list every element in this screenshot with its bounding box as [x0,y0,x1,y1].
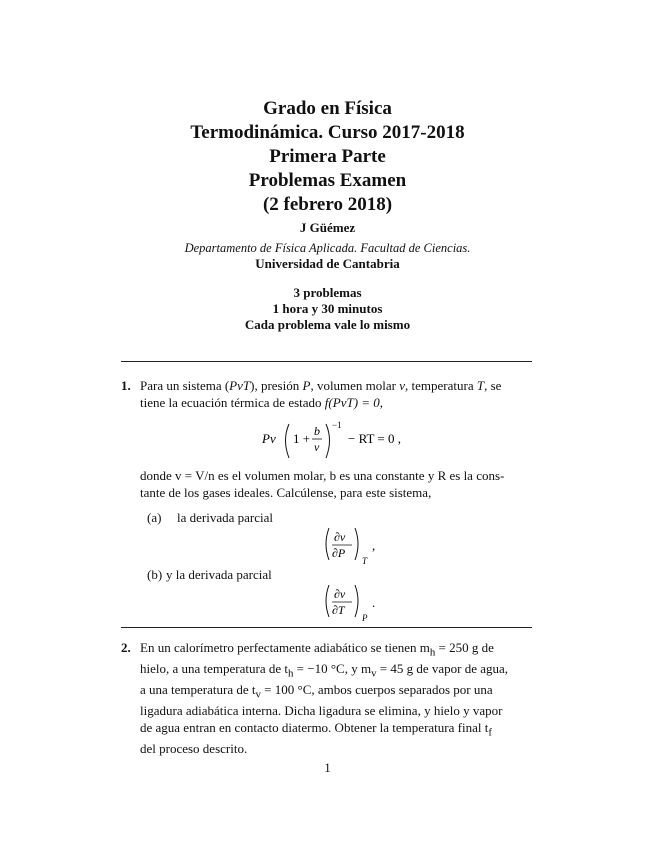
text-fragment: , [379,394,384,410]
eq-pv: Pv [262,431,276,446]
left-paren [286,424,290,458]
text-fragment: ), presión [250,378,303,393]
text-fragment: tiene la ecuación térmica de estado [140,394,325,410]
right-paren [355,528,358,560]
math-f: f [324,394,329,410]
text-fragment: Para un sistema ( [140,378,230,393]
author: J Güémez [299,220,356,235]
math-fargs: (PvT) = 0 [328,394,380,410]
comma: , [372,538,376,553]
item-a-label: (a) [147,510,162,525]
denominator-dP: ∂P [332,546,346,560]
item-b-label: (b) [147,567,163,582]
problem-2-body [140,640,532,757]
text-fragment: de agua entran en contacto diatermo. Obtener la temperatura final t [140,719,489,735]
text-fragment: a una temperatura de t [140,682,256,698]
eq-v: v [314,440,320,454]
partial-derivative-dv-dT [322,581,382,625]
eq-one: 1 + [293,431,311,446]
problem-1-number: 1. [121,378,131,393]
text-fragment: En un calorímetro perfectamente adiabático se tienen m [140,640,430,655]
text-fragment: = 100 °C, ambos cuerpos separados por una [260,682,493,698]
eq-b: b [314,424,320,438]
right-paren [355,585,358,617]
left-paren [326,528,329,560]
text-fragment: = −10 °C, y m [293,661,372,677]
divider-middle [121,627,532,628]
page-number: 1 [324,760,331,775]
text-line: ligadura adiabática interna. Dicha ligadura se elimina, y hielo y vapor [140,703,503,719]
numerator-dv: ∂v [334,530,346,544]
math-pvt: PvT [229,378,251,393]
math-v: v [399,378,406,393]
problem-count: 3 problemas [293,285,362,300]
title-course: Termodinámica. Curso 2017-2018 [190,122,465,143]
left-paren [326,585,329,617]
title-part: Primera Parte [269,146,386,167]
text-fragment: hielo, a una temperatura de t [140,661,288,677]
grading-note: Cada problema vale lo mismo [244,317,411,332]
numerator-dv: ∂v [334,587,346,601]
text-fragment: = 250 g de [435,640,494,655]
text-fragment: , se [484,378,502,393]
university: Universidad de Cantabria [255,256,400,271]
math-T: T [476,378,485,393]
equation-of-state [256,418,416,464]
title-date: (2 febrero 2018) [262,194,393,215]
text-fragment: , volumen molar [310,378,400,393]
partial-derivative-dv-dP [322,524,382,568]
subscript: h [288,667,294,680]
exam-duration: 1 hora y 30 minutos [272,301,383,316]
subscript: v [255,688,261,701]
problem-1-body [140,468,532,501]
math-P: P [302,378,311,393]
item-b-text: y la derivada parcial [166,567,272,582]
denominator-dT: ∂T [332,603,345,617]
problem-2-number: 2. [121,640,131,655]
eq-rest: − RT = 0 , [348,431,402,446]
period: . [372,595,376,610]
title-degree: Grado en Física [263,98,392,119]
title-exam: Problemas Examen [248,170,407,191]
subscript: v [371,667,377,680]
eq-exponent: −1 [332,420,342,430]
text-fragment: , temperatura [405,378,477,393]
right-paren [326,424,330,458]
problem-1-intro [140,378,532,411]
divider-top [121,361,532,362]
text-fragment: = 45 g de vapor de agua, [376,661,509,677]
department: Departamento de Física Aplicada. Facultad de Ciencias. [184,241,471,255]
subscript: h [429,646,436,659]
text-line: tante de los gases ideales. Calcúlense, para este sistema, [140,484,432,500]
subscript-P: P [362,613,368,623]
item-a-text: la derivada parcial [177,510,273,525]
subscript: f [488,726,492,739]
subscript-T: T [362,556,368,566]
text-line: donde v = V/n es el volumen molar, b es una constante y R es la cons- [140,468,505,483]
text-line: del proceso descrito. [140,740,248,756]
title-block [0,97,655,333]
